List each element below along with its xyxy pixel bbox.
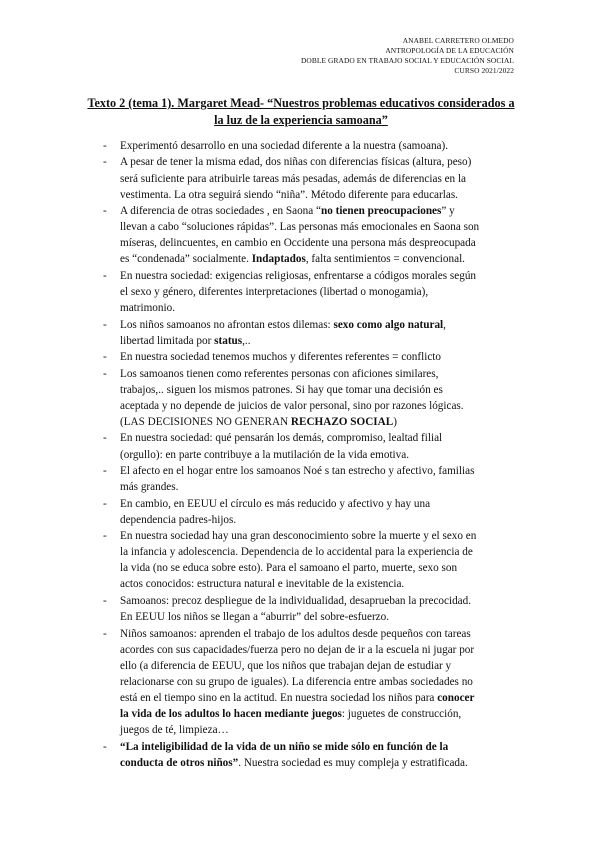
bold-text: conducta de otros niños” — [120, 756, 239, 769]
bold-text: status — [214, 334, 243, 347]
bullet-item — [103, 528, 515, 592]
bullet-list — [103, 138, 515, 771]
text-run: El afecto en el hogar entre los samoanos Noé s tan estrecho y afectivo, familias — [120, 465, 475, 477]
text-run: más grandes. — [120, 481, 179, 494]
bullet-item — [103, 138, 515, 154]
bullet-item — [103, 268, 515, 316]
text-run: vestimenta. La otra seguirá siendo “niña”. Método diferente para educarlas. — [120, 188, 458, 201]
text-run: En nuestra sociedad hay una gran desconocimiento sobre la muerte y el sexo en — [120, 530, 477, 543]
bullet-item — [103, 430, 515, 462]
bullet-marker: - — [103, 156, 107, 169]
bullet-line — [120, 300, 515, 316]
bullet-line — [120, 690, 515, 706]
document-header — [301, 36, 514, 76]
title-line-2: la luz de la experiencia samoana” — [214, 113, 388, 127]
text-run: En cambio, en EEUU el círculo es más reducido y afectivo y hay una — [120, 497, 431, 510]
bullet-line — [120, 544, 515, 560]
text-run: el sexo y género, diferentes interpretaciones (libertad o monogamia), — [120, 286, 429, 299]
bullet-line — [120, 430, 515, 446]
author-name: ANABEL CARRETERO OLMEDO — [402, 36, 514, 45]
text-run: está en el tiempo sino en la actitud. En nuestra sociedad los niños para — [120, 691, 438, 704]
bullet-line — [120, 154, 515, 170]
bullet-line — [120, 447, 515, 463]
text-run: ,.. — [242, 334, 251, 347]
bold-text: “La inteligibilidad de la vida de un niño se mide sólo en función de la — [120, 740, 449, 753]
bullet-line — [120, 512, 515, 528]
text-run: es “condenada” socialmente. — [120, 253, 252, 266]
bullet-marker: - — [103, 367, 107, 380]
bullet-item — [103, 203, 515, 267]
text-run: (LAS DECISIONES NO GENERAN — [120, 415, 291, 428]
bullet-line — [120, 496, 515, 512]
bullet-line — [120, 479, 515, 495]
bullet-line — [120, 755, 515, 771]
course-year: CURSO 2021/2022 — [454, 66, 514, 75]
title-line-1: Texto 2 (tema 1). Margaret Mead- “Nuestros problemas educativos considerados a — [87, 96, 515, 110]
bullet-line — [120, 593, 515, 609]
text-run: trabajos,.. siguen los mismos patrones. Si hay que tomar una decisión es — [120, 383, 443, 396]
bullet-marker: - — [103, 594, 107, 607]
text-run: A pesar de tener la misma edad, dos niñas con diferencias físicas (altura, peso) — [120, 156, 472, 169]
text-run: A diferencia de otras sociedades , en Saona “ — [120, 205, 321, 218]
bullet-line — [120, 138, 515, 154]
text-run: matrimonio. — [120, 302, 175, 315]
text-run: la infancia y adolescencia. Dependencia de lo accidental para la experiencia de — [120, 546, 473, 559]
bullet-line — [120, 333, 515, 349]
bullet-line — [120, 722, 515, 738]
bullet-line — [120, 171, 515, 187]
bullet-line — [120, 366, 515, 382]
bold-text: sexo como algo natural — [333, 318, 444, 331]
bullet-line — [120, 398, 515, 414]
text-run: Samoanos: precoz despliegue de la individualidad, desaprueban la precocidad. — [120, 594, 472, 607]
text-run: juegos de té, limpieza… — [120, 724, 229, 737]
text-run: En nuestra sociedad tenemos muchos y diferentes referentes = conflicto — [120, 351, 441, 364]
text-run: será suficiente para atribuirle tareas más pesadas, además de diferencias en la — [120, 172, 467, 185]
bullet-line — [120, 203, 515, 219]
text-run: Los samoanos tienen como referentes personas con aficiones similares, — [120, 367, 439, 380]
text-run: Experimentó desarrollo en una sociedad diferente a la nuestra (samoana). — [120, 140, 449, 152]
text-run: ello (a diferencia de EEUU, que los niños que trabajan dejan de estudiar y — [120, 659, 452, 672]
bullet-line — [120, 284, 515, 300]
bullet-line — [120, 560, 515, 576]
bullet-item — [103, 626, 515, 739]
text-run: ” y — [441, 205, 455, 218]
bold-text: conocer — [437, 691, 475, 704]
document-title — [86, 95, 516, 129]
text-run: , falta sentimientos = convencional. — [305, 253, 465, 266]
bullet-line — [120, 317, 515, 333]
bullet-item — [103, 739, 515, 771]
bullet-marker: - — [103, 465, 107, 477]
bold-text: no tienen preocupaciones — [320, 205, 442, 218]
bullet-line — [120, 528, 515, 544]
text-run: libertad limitada por — [120, 334, 215, 347]
bullet-line — [120, 658, 515, 674]
bullet-item — [103, 593, 515, 625]
text-run: Los niños samoanos no afrontan estos dilemas: — [120, 318, 334, 331]
bold-text: la vida de los adultos lo hacen mediante juegos — [120, 707, 342, 720]
bullet-item — [103, 154, 515, 202]
bold-text: Indaptados — [251, 253, 306, 266]
text-run: llevan a cabo “soluciones rápidas”. Las personas más emocionales en Saona son — [120, 221, 480, 234]
bullet-line — [120, 414, 515, 430]
bullet-marker: - — [103, 140, 107, 152]
bullet-item — [103, 317, 515, 349]
text-run: Niños samoanos: aprenden el trabajo de los adultos desde pequeños con tareas — [120, 627, 471, 640]
bullet-line — [120, 187, 515, 203]
bullet-line — [120, 463, 515, 479]
bullet-line — [120, 706, 515, 722]
bullet-item — [103, 463, 515, 495]
bullet-line — [120, 235, 515, 251]
text-run: ) — [393, 415, 397, 428]
text-run: . Nuestra sociedad es muy compleja y estratificada. — [238, 756, 468, 769]
bullet-marker: - — [103, 351, 107, 364]
text-run: , — [443, 318, 446, 331]
bullet-marker: - — [103, 205, 107, 218]
subject-name: ANTROPOLOGÍA DE LA EDUCACIÓN — [385, 46, 514, 55]
text-run: la vida (no se educa sobre esto). Para el samoano el parto, muerte, sexo son — [120, 562, 458, 575]
bullet-line — [120, 268, 515, 284]
text-run: míseras, delincuentes, en cambio en Occidente una persona más despreocupada — [120, 237, 476, 250]
bullet-item — [103, 366, 515, 430]
text-run: En nuestra sociedad: exigencias religiosas, enfrentarse a códigos morales según — [120, 269, 477, 282]
bullet-line — [120, 576, 515, 592]
bullet-line — [120, 642, 515, 658]
bullet-marker: - — [103, 740, 107, 753]
bullet-item — [103, 496, 515, 528]
text-run: acordes con sus capacidades/fuerza pero no dejan de ir a la escuela ni jugar por — [120, 643, 475, 656]
text-run: : juguetes de construcción, — [341, 707, 462, 720]
bullet-marker: - — [103, 530, 107, 543]
bullet-line — [120, 382, 515, 398]
bullet-line — [120, 626, 515, 642]
degree-name: DOBLE GRADO EN TRABAJO SOCIAL Y EDUCACIÓN SOCIAL — [300, 56, 514, 65]
bullet-marker: - — [103, 497, 107, 510]
text-run: (orgullo): en parte contribuye a la mutilación de la vida emotiva. — [120, 448, 410, 461]
bullet-line — [120, 349, 515, 365]
bullet-line — [120, 219, 515, 235]
text-run: relacionarse con su grupo de iguales). La diferencia entre ambas sociedades no — [120, 675, 473, 688]
bullet-marker: - — [103, 269, 107, 282]
bold-text: RECHAZO SOCIAL — [290, 415, 394, 428]
bullet-marker: - — [103, 318, 107, 331]
text-run: En nuestra sociedad: qué pensarán los demás, compromiso, lealtad filial — [120, 432, 443, 445]
text-run: dependencia padres-hijos. — [120, 513, 237, 526]
bullet-marker: - — [103, 432, 107, 445]
text-run: aceptada y no depende de juicios de valor personal, sino por razones lógicas. — [120, 399, 464, 412]
bullet-line — [120, 251, 515, 267]
bullet-line — [120, 739, 515, 755]
bullet-item — [103, 349, 515, 365]
bullet-line — [120, 609, 515, 625]
text-run: En EEUU los niños se llegan a “aburrir” del sobre-esfuerzo. — [120, 611, 390, 624]
bullet-line — [120, 674, 515, 690]
text-run: actos conocidos: estructura natural e inevitable de la existencia. — [120, 578, 405, 591]
bullet-marker: - — [103, 627, 107, 640]
